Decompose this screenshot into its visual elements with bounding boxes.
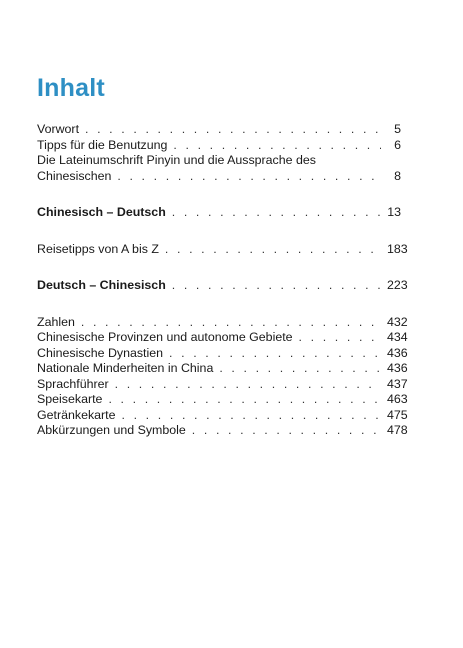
toc-entry-label: Chinesischen (37, 168, 112, 183)
toc-entry-page: 223 (387, 278, 408, 292)
toc-entry-abkuerzungen[interactable] (37, 423, 408, 439)
toc-entry-getraenkekarte[interactable] (37, 407, 408, 424)
dot-leader (169, 346, 381, 362)
toc-entry-label: Chinesische Dynastien (37, 345, 164, 360)
toc-entry-page: 434 (387, 330, 408, 344)
toc-entry-label: Abkürzungen und Symbole (37, 423, 186, 437)
toc-entry-pinyin[interactable] (37, 169, 401, 185)
toc-entry-label: Sprachführer (37, 376, 109, 391)
toc-entry-dynastien[interactable] (37, 345, 408, 362)
toc-entry-label: Chinesisch – Deutsch (37, 205, 166, 219)
toc-entry-label: Speisekarte (37, 392, 103, 406)
dot-leader (85, 122, 381, 138)
toc-entry-tipps[interactable] (37, 138, 401, 154)
toc-entry-page: 6 (394, 137, 401, 152)
toc-entry-page: 436 (387, 345, 408, 360)
spacer (37, 184, 401, 205)
toc-entry-label-line1: Die Lateinumschrift Pinyin und die Aussprache des (37, 153, 316, 167)
toc-entry-provinzen[interactable] (37, 330, 408, 346)
toc-entry-page: 436 (387, 361, 408, 375)
toc-entry-label: Deutsch – Chinesisch (37, 278, 166, 292)
toc-entry-label: Reisetipps von A bis Z (37, 241, 159, 256)
dot-leader (173, 138, 381, 154)
toc-entry-label: Getränkekarte (37, 407, 116, 422)
toc-entry-reisetipps[interactable] (37, 241, 408, 258)
toc-entry-page: 5 (394, 122, 401, 136)
spacer (37, 294, 401, 315)
toc-entry-speisekarte[interactable] (37, 392, 408, 408)
dot-leader (219, 361, 381, 377)
toc-entry-page: 463 (387, 392, 408, 406)
toc-entry-page: 478 (387, 423, 408, 437)
toc-entry-page: 475 (387, 407, 408, 422)
dot-leader (81, 315, 381, 331)
toc-entry-label: Zahlen (37, 314, 75, 329)
toc-entry-page: 432 (387, 314, 408, 329)
spacer (37, 221, 401, 242)
dot-leader (117, 169, 381, 185)
toc-entry-label: Nationale Minderheiten in China (37, 361, 214, 375)
toc-entry-page: 8 (394, 168, 401, 183)
dot-leader (115, 377, 381, 393)
toc-entry-deutsch-chinesisch[interactable] (37, 278, 408, 294)
toc-entry-sprachfuehrer[interactable] (37, 376, 408, 393)
toc-entry-zahlen[interactable] (37, 314, 408, 331)
dot-leader (172, 205, 381, 221)
dot-leader (299, 330, 381, 346)
toc-entry-label: Chinesische Provinzen und autonome Gebiete (37, 330, 293, 344)
dot-leader (192, 423, 381, 439)
toc-entry-page: 437 (387, 376, 408, 391)
table-of-contents (37, 122, 408, 439)
spacer (37, 257, 401, 278)
toc-entry-label: Tipps für die Benutzung (37, 137, 168, 152)
dot-leader (108, 392, 381, 408)
toc-entry-chinesisch-deutsch[interactable] (37, 205, 401, 221)
dot-leader (165, 242, 381, 258)
dot-leader (172, 278, 381, 294)
dot-leader (122, 408, 381, 424)
toc-entry-vorwort[interactable] (37, 122, 401, 138)
toc-entry-page: 13 (387, 205, 401, 219)
toc-entry-page: 183 (387, 241, 408, 256)
toc-entry-label: Vorwort (37, 122, 80, 136)
page-title: Inhalt (37, 74, 105, 102)
toc-entry-minderheiten[interactable] (37, 361, 408, 377)
